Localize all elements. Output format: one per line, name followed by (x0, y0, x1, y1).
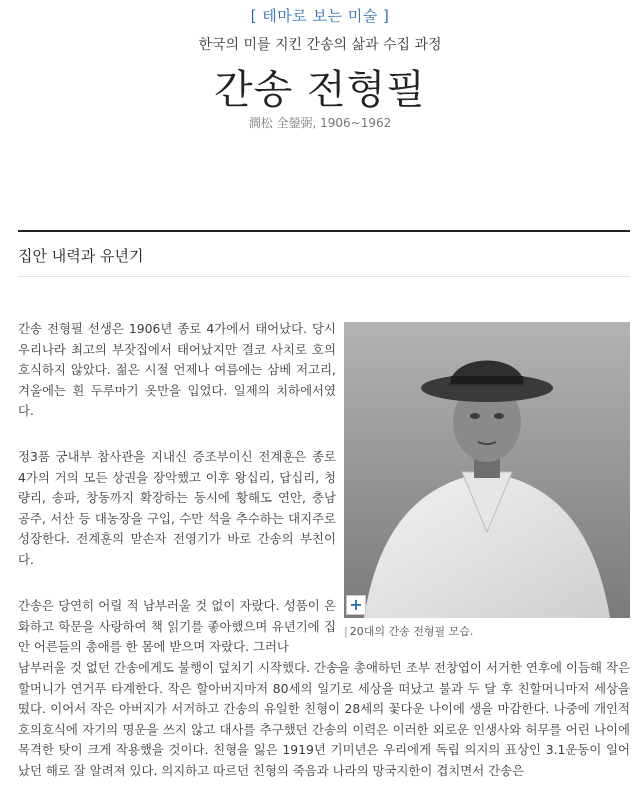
series-tag[interactable]: [ 테마로 보는 미술 ] (250, 7, 390, 25)
portrait-image (344, 322, 630, 618)
paragraph-2: 정3품 궁내부 참사관을 지내신 증조부이신 전계훈은 종로 4가의 거의 모든 상권을 장악했고 이후 왕십리, 답십리, 청량리, 송파, 창동까지 확장하는 동시에 황해도 연안, 충남 공주, 서산 등 대농장을 구입, 수만 석을 추수하는 대지주로 성장한다. 전계훈의 맏손자 전영기가 바로 간송의 부친이다. (18, 449, 336, 567)
paragraph-3: 간송은 당연히 어릴 적 남부러울 것 없이 자랐다. 성품이 온화하고 학문을 사랑하여 책 읽기를 좋아했으며 유년기에 집안 어른들의 총애를 한 몸에 받으며 자랐다. 그러나 (18, 598, 336, 654)
page-title: 간송 전형필 (214, 67, 426, 113)
section-title: 집안 내력과 유년기 (18, 247, 144, 265)
caption-text: 20대의 간송 전형필 모습. (349, 625, 474, 638)
title-meta: 澗松 全鎣弼, 1906~1962 (248, 116, 392, 130)
zoom-button[interactable] (346, 595, 366, 615)
paragraph-1: 간송 전형필 선생은 1906년 종로 4가에서 태어났다. 당시 우리나라 최고의 부잣집에서 태어났지만 결코 사치로 호의호식하지 않았다. 젊은 시절 언제나 여름에는 삼베 저고리, 겨울에는 흰 두루마기 옷만을 입었다. 일제의 치하에서였다. (18, 321, 336, 418)
paragraph-4: 남부러울 것 없던 간송에게도 불행이 덮치기 시작했다. 간송을 총애하던 조부 전창엽이 서거한 연후에 이듬해 작은 할머니가 연거푸 타계한다. 작은 할아버지마저 80세의 일기로 세상을 떠났고 불과 두 달 후 친할머니마저 세상을 떴다. 이어서 작은 아버지가 서거하고 간송의 유일한 친형이 28세의 꽃다운 나이에 생을 마감한다. 나중에 개인적 호의호식에 자기의 명운을 쓰지 않고 대사를 추구했던 간송의 이력은 이러한 외로운 인생사와 허무를 어린 나이에 목격한 탓이 크게 작용했을 것이다. 친형을 잃은 1919년 기미년은 우리에게 독립 의지의 표상인 3.1운동이 일어났던 해로 잘 알려져 있다. 의지하고 따르던 친형의 죽음과 나라의 망국지한이 겹치면서 간송은 (18, 660, 630, 778)
section-underline (18, 276, 630, 277)
article-subtitle: 한국의 미를 지킨 간송의 삶과 수집 과정 (198, 37, 442, 53)
portrait-photo[interactable] (344, 322, 630, 618)
section-divider (18, 230, 630, 232)
caption-bar: | (344, 625, 348, 638)
plus-icon: + (349, 595, 363, 614)
photo-caption (344, 623, 630, 639)
